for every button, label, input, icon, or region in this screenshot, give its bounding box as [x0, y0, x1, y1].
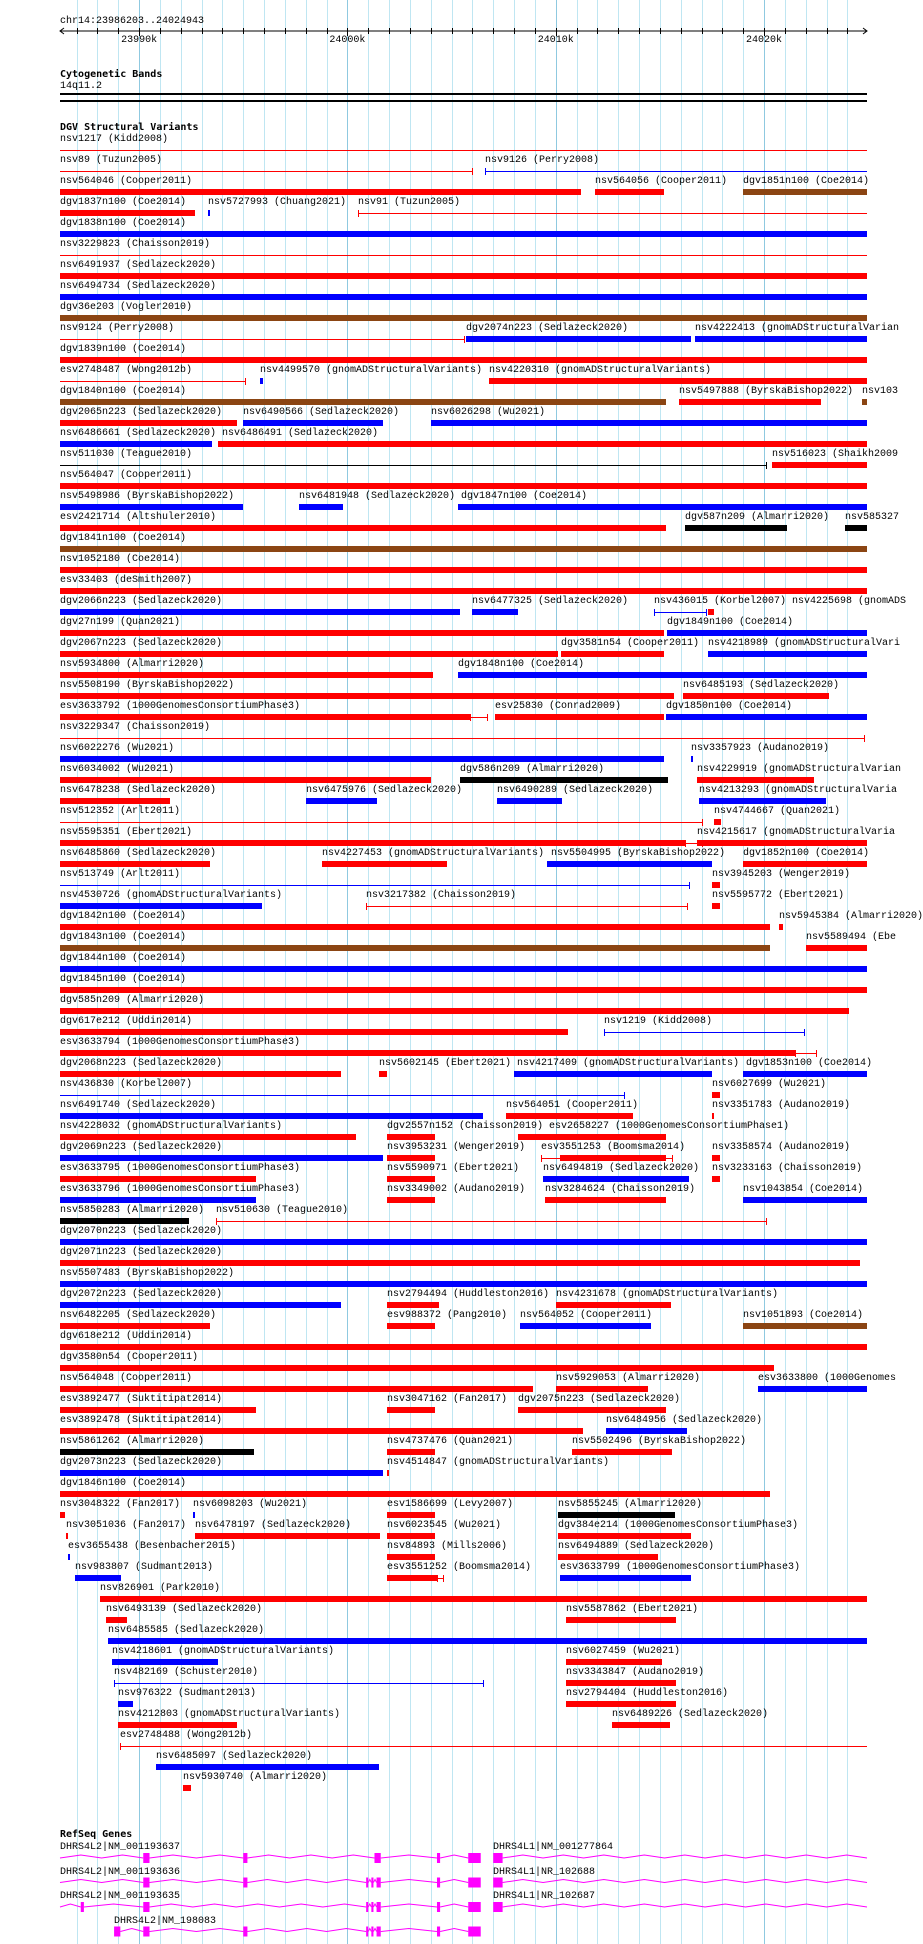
- sv-label[interactable]: nsv6484956 (Sedlazeck2020): [606, 1415, 763, 1426]
- sv-label[interactable]: dgv1844n100 (Coe2014): [60, 953, 187, 964]
- sv-label[interactable]: nsv84893 (Mills2006): [387, 1541, 508, 1552]
- sv-label[interactable]: nsv3357923 (Audano2019): [691, 743, 830, 754]
- sv-label[interactable]: nsv6491937 (Sedlazeck2020): [60, 260, 217, 271]
- sv-label[interactable]: nsv9126 (Perry2008): [485, 155, 600, 166]
- sv-label[interactable]: nsv6494734 (Sedlazeck2020): [60, 281, 217, 292]
- sv-label[interactable]: nsv1043854 (Coe2014): [743, 1184, 864, 1195]
- sv-label[interactable]: nsv5934800 (Almarri2020): [60, 659, 205, 670]
- sv-label[interactable]: nsv510630 (Teague2010): [216, 1205, 349, 1216]
- sv-label[interactable]: dgv1851n100 (Coe2014): [743, 176, 870, 187]
- intron: [381, 1855, 437, 1858]
- intron: [503, 1904, 867, 1907]
- sv-label[interactable]: nsv6481948 (Sedlazeck2020): [299, 491, 456, 502]
- sv-label[interactable]: nsv6034002 (Wu2021): [60, 764, 175, 775]
- sv-label[interactable]: esv3551252 (Boomsma2014): [387, 1562, 532, 1573]
- sv-label[interactable]: esv1586699 (Levy2007): [387, 1499, 514, 1510]
- sv-label[interactable]: nsv5498986 (ByrskaBishop2022): [60, 491, 235, 502]
- sv-label[interactable]: nsv6490289 (Sedlazeck2020): [497, 785, 654, 796]
- exon: [366, 1902, 368, 1912]
- sv-label[interactable]: esv3892477 (Suktitipat2014): [60, 1394, 223, 1405]
- sv-label[interactable]: nsv516023 (Shaikh2009: [772, 449, 899, 460]
- sv-label[interactable]: nsv1052180 (Coe2014): [60, 554, 181, 565]
- exon: [114, 1927, 120, 1937]
- sv-label[interactable]: nsv5502496 (ByrskaBishop2022): [572, 1436, 747, 1447]
- sv-label[interactable]: dgv2075n223 (Sedlazeck2020): [518, 1394, 681, 1405]
- sv-label[interactable]: nsv6027459 (Wu2021): [566, 1646, 681, 1657]
- sv-label[interactable]: nsv6486491 (Sedlazeck2020): [222, 428, 379, 439]
- intron: [440, 1880, 468, 1883]
- sv-label[interactable]: dgv2073n223 (Sedlazeck2020): [60, 1457, 223, 1468]
- sv-label[interactable]: nsv5589494 (Ebe: [806, 932, 897, 943]
- sv-label[interactable]: nsv9124 (Perry2008): [60, 323, 175, 334]
- exon: [468, 1853, 480, 1863]
- sv-label[interactable]: nsv5850283 (Almarri2020): [60, 1205, 205, 1216]
- gene-label[interactable]: DHRS4L1|NR_102688: [493, 1866, 596, 1878]
- sv-label[interactable]: nsv5508190 (ByrskaBishop2022): [60, 680, 235, 691]
- sv-label[interactable]: nsv513749 (Arlt2011): [60, 869, 181, 880]
- sv-label[interactable]: nsv564047 (Cooper2011): [60, 470, 193, 481]
- sv-label[interactable]: nsv3284624 (Chaisson2019): [545, 1184, 696, 1195]
- sv-label[interactable]: dgv1838n100 (Coe2014): [60, 218, 187, 229]
- gene-label[interactable]: DHRS4L2|NM_001193636: [60, 1866, 181, 1878]
- sv-label[interactable]: esv3551253 (Boomsma2014): [541, 1142, 686, 1153]
- sv-label[interactable]: esv3633794 (1000GenomesConsortiumPhase3): [60, 1037, 301, 1048]
- sv-label[interactable]: nsv4499570 (gnomADStructuralVariants): [260, 365, 483, 376]
- sv-label[interactable]: nsv6022276 (Wu2021): [60, 743, 175, 754]
- sv-label[interactable]: nsv6494889 (Sedlazeck2020): [558, 1541, 715, 1552]
- ruler-tick-label: 24000k: [329, 35, 366, 46]
- sv-label[interactable]: nsv4218601 (gnomADStructuralVariants): [112, 1646, 335, 1657]
- sv-label[interactable]: dgv2065n223 (Sedlazeck2020): [60, 407, 223, 418]
- sv-label[interactable]: nsv4231678 (gnomADStructuralVariants): [556, 1289, 779, 1300]
- sv-label[interactable]: nsv6026298 (Wu2021): [431, 407, 546, 418]
- sv-label[interactable]: nsv564046 (Cooper2011): [60, 176, 193, 187]
- exon: [366, 1927, 368, 1937]
- sv-label[interactable]: esv2748488 (Wong2012b): [120, 1730, 253, 1741]
- sv-label[interactable]: nsv4212803 (gnomADStructuralVariants): [118, 1709, 341, 1720]
- location-label: chr14:23986203..24024943: [60, 16, 205, 27]
- sv-label[interactable]: nsv6482205 (Sedlazeck2020): [60, 1310, 217, 1321]
- intron: [60, 1904, 81, 1907]
- exon: [143, 1902, 149, 1912]
- exon: [493, 1902, 502, 1912]
- sv-label[interactable]: esv25830 (Conrad2009): [495, 701, 622, 712]
- exon: [243, 1927, 247, 1937]
- intron: [247, 1880, 366, 1883]
- sv-label[interactable]: nsv482169 (Schuster2010): [114, 1667, 259, 1678]
- sv-label[interactable]: nsv4217409 (gnomADStructuralVariants): [517, 1058, 740, 1069]
- sv-label[interactable]: nsv5504995 (ByrskaBishop2022): [551, 848, 726, 859]
- sv-label[interactable]: nsv564051 (Cooper2011): [506, 1100, 639, 1111]
- sv-label[interactable]: nsv6491740 (Sedlazeck2020): [60, 1100, 217, 1111]
- sv-label[interactable]: nsv6475976 (Sedlazeck2020): [306, 785, 463, 796]
- sv-label[interactable]: nsv511030 (Teague2010): [60, 449, 193, 460]
- sv-label[interactable]: nsv3217382 (Chaisson2019): [366, 890, 517, 901]
- sv-label[interactable]: dgv1843n100 (Coe2014): [60, 932, 187, 943]
- intron: [120, 1929, 143, 1932]
- sv-label[interactable]: nsv3953231 (Wenger2019): [387, 1142, 526, 1153]
- gene-label[interactable]: DHRS4L2|NM_001193635: [60, 1891, 181, 1902]
- exon: [377, 1878, 381, 1888]
- sv-label[interactable]: nsv5930740 (Almarri2020): [183, 1772, 328, 1783]
- exon: [468, 1878, 480, 1888]
- exon: [143, 1878, 149, 1888]
- sv-label[interactable]: dgv3580n54 (Cooper2011): [60, 1352, 199, 1363]
- intron: [150, 1880, 244, 1883]
- sv-label[interactable]: nsv4218989 (gnomADStructuralVari: [708, 638, 901, 649]
- exon: [377, 1902, 381, 1912]
- cyto-band-label[interactable]: 14q11.2: [60, 81, 103, 92]
- sv-label[interactable]: nsv564048 (Cooper2011): [60, 1373, 193, 1384]
- sv-label[interactable]: dgv1852n100 (Coe2014): [743, 848, 870, 859]
- sv-label[interactable]: nsv3229823 (Chaisson2019): [60, 239, 211, 250]
- sv-label[interactable]: dgv2071n223 (Sedlazeck2020): [60, 1247, 223, 1258]
- sv-label[interactable]: dgv587n209 (Almarri2020): [685, 512, 830, 523]
- intron: [503, 1880, 867, 1883]
- sv-label[interactable]: nsv4213293 (gnomADStructuralVaria: [699, 785, 898, 796]
- sv-label[interactable]: dgv1840n100 (Coe2014): [60, 386, 187, 397]
- sv-label[interactable]: dgv1842n100 (Coe2014): [60, 911, 187, 922]
- sv-label[interactable]: nsv3351783 (Audano2019): [712, 1100, 851, 1111]
- exon: [243, 1878, 247, 1888]
- exon: [437, 1927, 440, 1937]
- gene-label[interactable]: DHRS4L1|NR_102687: [493, 1891, 596, 1902]
- sv-label[interactable]: esv3633796 (1000GenomesConsortiumPhase3): [60, 1184, 301, 1195]
- exon: [366, 1878, 368, 1888]
- sv-label[interactable]: nsv6477325 (Sedlazeck2020): [472, 596, 629, 607]
- ruler-tick-label: 24020k: [746, 35, 783, 46]
- sv-label[interactable]: dgv1847n100 (Coe2014): [461, 491, 588, 502]
- sv-label[interactable]: esv3655438 (Besenbacher2015): [68, 1541, 237, 1552]
- sv-label[interactable]: dgv1837n100 (Coe2014): [60, 197, 187, 208]
- sv-label[interactable]: nsv4225698 (gnomADS: [792, 596, 907, 607]
- intron: [247, 1855, 374, 1858]
- intron: [440, 1929, 468, 1932]
- sv-label[interactable]: nsv512352 (Arlt2011): [60, 806, 181, 817]
- sv-label[interactable]: nsv4215617 (gnomADStructuralVaria: [697, 827, 896, 838]
- intron: [373, 1904, 376, 1907]
- sv-label[interactable]: esv3633795 (1000GenomesConsortiumPhase3): [60, 1163, 301, 1174]
- sv-label[interactable]: nsv5861262 (Almarri2020): [60, 1436, 205, 1447]
- intron: [373, 1880, 376, 1883]
- exon: [377, 1927, 381, 1937]
- sv-label[interactable]: esv3633800 (1000Genomes: [758, 1373, 897, 1384]
- intron: [60, 1880, 143, 1883]
- sv-label[interactable]: nsv5595772 (Ebert2021): [712, 890, 845, 901]
- sv-label[interactable]: nsv6098203 (Wu2021): [193, 1499, 308, 1510]
- sv-label[interactable]: dgv2069n223 (Sedlazeck2020): [60, 1142, 223, 1153]
- sv-label[interactable]: nsv5587862 (Ebert2021): [566, 1604, 699, 1615]
- sv-label[interactable]: dgv585n209 (Almarri2020): [60, 995, 205, 1006]
- dgv-track-title: DGV Structural Variants: [60, 122, 199, 133]
- intron: [368, 1880, 371, 1883]
- sv-label[interactable]: dgv1849n100 (Coe2014): [667, 617, 794, 628]
- sv-label[interactable]: esv988372 (Pang2010): [387, 1310, 508, 1321]
- intron: [381, 1880, 437, 1883]
- sv-label[interactable]: nsv564056 (Cooper2011): [595, 176, 728, 187]
- exon: [468, 1927, 480, 1937]
- sv-label[interactable]: nsv5945384 (Almarri2020): [779, 911, 923, 922]
- sv-label[interactable]: nsv5590971 (Ebert2021): [387, 1163, 520, 1174]
- intron: [381, 1929, 437, 1932]
- sv-label[interactable]: dgv2066n223 (Sedlazeck2020): [60, 596, 223, 607]
- sv-label[interactable]: nsv983807 (Sudmant2013): [75, 1562, 214, 1573]
- sv-label[interactable]: nsv5727993 (Chuang2021): [208, 197, 347, 208]
- sv-label[interactable]: dgv27n199 (Quan2021): [60, 617, 181, 628]
- intron: [368, 1929, 371, 1932]
- sv-label[interactable]: nsv6485193 (Sedlazeck2020): [683, 680, 840, 691]
- sv-label[interactable]: nsv6478238 (Sedlazeck2020): [60, 785, 217, 796]
- sv-label[interactable]: nsv4530726 (gnomADStructuralVariants): [60, 890, 283, 901]
- sv-label[interactable]: dgv2072n223 (Sedlazeck2020): [60, 1289, 223, 1300]
- exon: [374, 1853, 380, 1863]
- sv-label[interactable]: nsv6485860 (Sedlazeck2020): [60, 848, 217, 859]
- sv-label[interactable]: nsv3945203 (Wenger2019): [712, 869, 851, 880]
- sv-label[interactable]: dgv2068n223 (Sedlazeck2020): [60, 1058, 223, 1069]
- sv-label[interactable]: nsv3048322 (Fan2017): [60, 1499, 181, 1510]
- sv-label[interactable]: dgv617e212 (Uddin2014): [60, 1016, 193, 1027]
- intron: [150, 1929, 244, 1932]
- sv-label[interactable]: nsv6493139 (Sedlazeck2020): [106, 1604, 263, 1615]
- ruler-tick-label: 24010k: [537, 35, 574, 46]
- sv-label[interactable]: esv2748487 (Wong2012b): [60, 365, 193, 376]
- exon: [437, 1902, 440, 1912]
- sv-label[interactable]: dgv1848n100 (Coe2014): [458, 659, 585, 670]
- exon: [468, 1902, 480, 1912]
- exon: [371, 1902, 373, 1912]
- intron: [368, 1904, 371, 1907]
- sv-label[interactable]: dgv1845n100 (Coe2014): [60, 974, 187, 985]
- sv-label[interactable]: nsv4514847 (gnomADStructuralVariants): [387, 1457, 610, 1468]
- sv-label[interactable]: dgv2067n223 (Sedlazeck2020): [60, 638, 223, 649]
- intron: [84, 1904, 143, 1907]
- sv-label[interactable]: nsv4229919 (gnomADStructuralVarian: [697, 764, 902, 775]
- sv-label[interactable]: dgv3581n54 (Cooper2011): [561, 638, 700, 649]
- intron: [440, 1904, 468, 1907]
- sv-label[interactable]: nsv1219 (Kidd2008): [604, 1016, 713, 1027]
- sv-label[interactable]: nsv5497888 (ByrskaBishop2022): [679, 386, 854, 397]
- sv-label[interactable]: esv33403 (deSmith2007): [60, 575, 193, 586]
- ruler-tick-label: 23990k: [121, 35, 158, 46]
- sv-label[interactable]: nsv6494819 (Sedlazeck2020): [543, 1163, 700, 1174]
- sv-label[interactable]: nsv3051036 (Fan2017): [66, 1520, 187, 1531]
- sv-label[interactable]: nsv6485585 (Sedlazeck2020): [108, 1625, 265, 1636]
- sv-label[interactable]: nsv6023545 (Wu2021): [387, 1520, 502, 1531]
- sv-label[interactable]: nsv5507483 (ByrskaBishop2022): [60, 1268, 235, 1279]
- sv-label[interactable]: dgv2557n152 (Chaisson2019): [387, 1121, 544, 1132]
- sv-label[interactable]: dgv1846n100 (Coe2014): [60, 1478, 187, 1489]
- sv-label[interactable]: dgv1850n100 (Coe2014): [666, 701, 793, 712]
- sv-label[interactable]: dgv384e214 (1000GenomesConsortiumPhase3): [558, 1520, 799, 1531]
- sv-label[interactable]: nsv5595351 (Ebert2021): [60, 827, 193, 838]
- sv-label[interactable]: nsv6027699 (Wu2021): [712, 1079, 827, 1090]
- refseq-track-title: RefSeq Genes: [60, 1829, 133, 1840]
- sv-label[interactable]: nsv436830 (Korbel2007): [60, 1079, 193, 1090]
- sv-label[interactable]: nsv5929053 (Almarri2020): [556, 1373, 701, 1384]
- exon: [371, 1927, 373, 1937]
- intron: [381, 1904, 437, 1907]
- gene-label[interactable]: DHRS4L2|NM_001193637: [60, 1842, 181, 1853]
- sv-label[interactable]: nsv2794494 (Huddleston2016): [387, 1289, 550, 1300]
- sv-label[interactable]: dgv1839n100 (Coe2014): [60, 344, 187, 355]
- exon: [81, 1902, 84, 1912]
- sv-label[interactable]: nsv436015 (Korbel2007): [654, 596, 787, 607]
- sv-label[interactable]: nsv2794404 (Huddleston2016): [566, 1688, 729, 1699]
- sv-label[interactable]: esv2658227 (1000GenomesConsortiumPhase1): [549, 1121, 790, 1132]
- exon: [437, 1878, 440, 1888]
- sv-label[interactable]: nsv4744667 (Quan2021): [714, 806, 841, 817]
- intron: [150, 1904, 367, 1907]
- sv-label[interactable]: nsv5602145 (Ebert2021): [379, 1058, 512, 1069]
- sv-label[interactable]: nsv3229347 (Chaisson2019): [60, 722, 211, 733]
- sv-label[interactable]: nsv6485097 (Sedlazeck2020): [156, 1751, 313, 1762]
- sv-label[interactable]: nsv4220310 (gnomADStructuralVariants): [489, 365, 712, 376]
- gene-label[interactable]: DHRS4L2|NM_198083: [114, 1915, 217, 1927]
- intron: [503, 1855, 867, 1858]
- sv-label[interactable]: nsv976322 (Sudmant2013): [118, 1688, 257, 1699]
- intron: [373, 1929, 376, 1932]
- exon: [243, 1853, 247, 1863]
- sv-label[interactable]: esv2421714 (Altshuler2010): [60, 512, 217, 523]
- exon: [143, 1927, 149, 1937]
- sv-label[interactable]: nsv585327: [845, 512, 900, 523]
- sv-label[interactable]: nsv3358574 (Audano2019): [712, 1142, 851, 1153]
- sv-label[interactable]: nsv3349002 (Audano2019): [387, 1184, 526, 1195]
- sv-label[interactable]: dgv1853n100 (Coe2014): [746, 1058, 873, 1069]
- exon: [493, 1878, 502, 1888]
- intron: [60, 1855, 143, 1858]
- sv-label[interactable]: nsv826901 (Park2010): [100, 1583, 221, 1594]
- sv-label[interactable]: dgv2074n223 (Sedlazeck2020): [466, 323, 629, 334]
- sv-label[interactable]: esv3633792 (1000GenomesConsortiumPhase3): [60, 701, 301, 712]
- cyto-track-title: Cytogenetic Bands: [60, 69, 163, 80]
- sv-label[interactable]: dgv36e203 (Vogler2010): [60, 302, 193, 313]
- sv-label[interactable]: nsv4222413 (gnomADStructuralVarian: [695, 323, 900, 334]
- sv-label[interactable]: dgv586n209 (Almarri2020): [460, 764, 605, 775]
- sv-label[interactable]: dgv618e212 (Uddin2014): [60, 1331, 193, 1342]
- sv-label[interactable]: nsv4737476 (Quan2021): [387, 1436, 514, 1447]
- sv-label[interactable]: esv3633799 (1000GenomesConsortiumPhase3): [560, 1562, 801, 1573]
- sv-label[interactable]: nsv564052 (Cooper2011): [520, 1310, 653, 1321]
- sv-label[interactable]: nsv4227453 (gnomADStructuralVariants): [322, 848, 545, 859]
- sv-label[interactable]: nsv3233163 (Chaisson2019): [712, 1163, 863, 1174]
- intron: [440, 1855, 468, 1858]
- exon: [371, 1878, 373, 1888]
- sv-label[interactable]: nsv1051893 (Coe2014): [743, 1310, 864, 1321]
- intron: [150, 1855, 244, 1858]
- exon: [437, 1853, 440, 1863]
- sv-label[interactable]: dgv2070n223 (Sedlazeck2020): [60, 1226, 223, 1237]
- sv-label[interactable]: nsv3047162 (Fan2017): [387, 1394, 508, 1405]
- gene-label[interactable]: DHRS4L1|NM_001277864: [493, 1842, 614, 1853]
- sv-label[interactable]: nsv91 (Tuzun2005): [358, 197, 461, 208]
- sv-label[interactable]: dgv1841n100 (Coe2014): [60, 533, 187, 544]
- sv-label[interactable]: nsv103: [862, 386, 899, 397]
- sv-label[interactable]: nsv6486661 (Sedlazeck2020): [60, 428, 217, 439]
- sv-label[interactable]: nsv6478197 (Sedlazeck2020): [195, 1520, 352, 1531]
- sv-label[interactable]: nsv6490566 (Sedlazeck2020): [243, 407, 400, 418]
- sv-label[interactable]: esv3892478 (Suktitipat2014): [60, 1415, 223, 1426]
- sv-label[interactable]: nsv89 (Tuzun2005): [60, 155, 163, 166]
- exon: [493, 1853, 502, 1863]
- sv-label[interactable]: nsv4228032 (gnomADStructuralVariants): [60, 1121, 283, 1132]
- exon: [143, 1853, 149, 1863]
- sv-label[interactable]: nsv1217 (Kidd2008): [60, 134, 169, 145]
- sv-label[interactable]: nsv5855245 (Almarri2020): [558, 1499, 703, 1510]
- intron: [247, 1929, 366, 1932]
- sv-label[interactable]: nsv6489226 (Sedlazeck2020): [612, 1709, 769, 1720]
- sv-label[interactable]: nsv3343847 (Audano2019): [566, 1667, 705, 1678]
